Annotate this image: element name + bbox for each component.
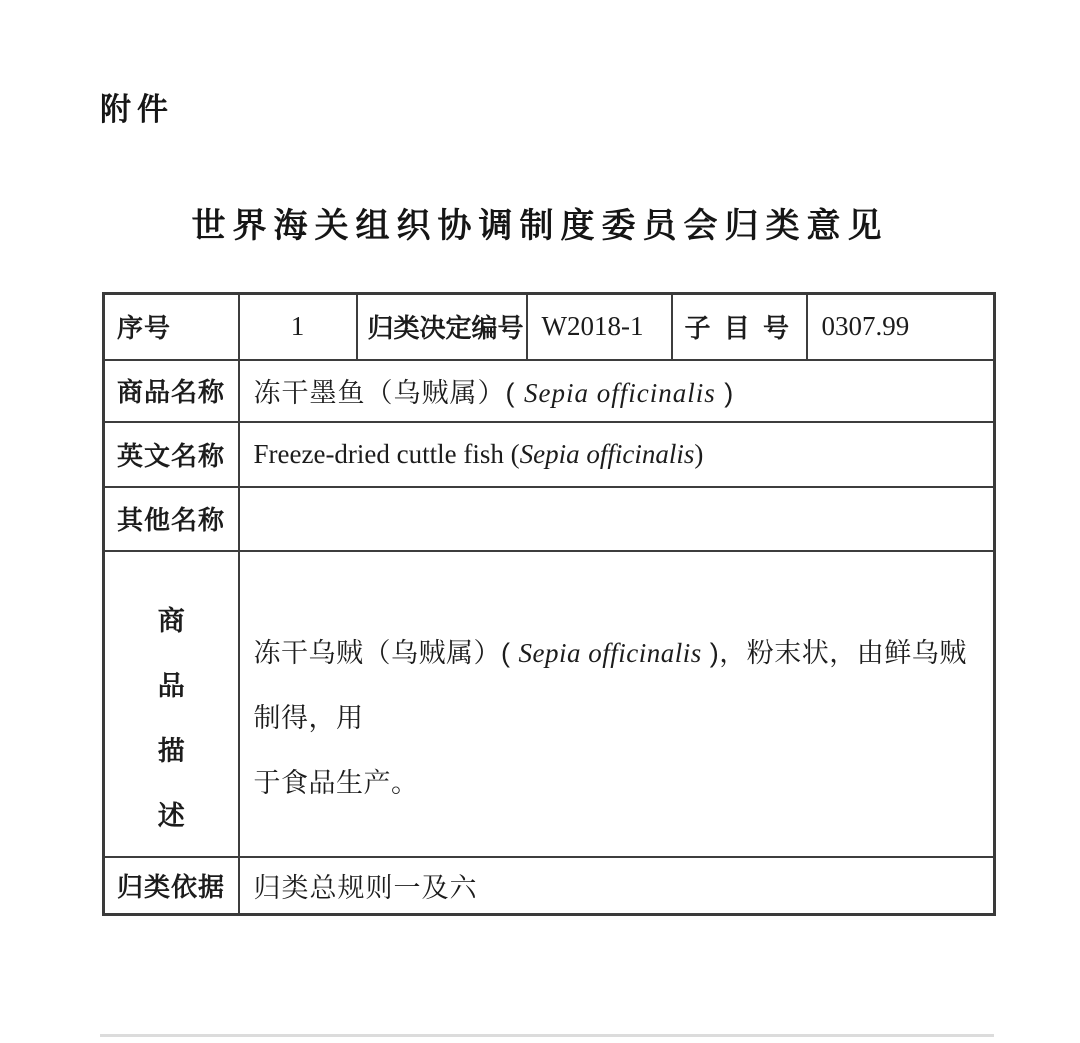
table-row-basis [104, 857, 995, 915]
english-name-label: 英文名称 [104, 422, 239, 487]
english-name-latin: Sepia officinalis [519, 438, 695, 469]
basis-value: 归类总规则一及六 [239, 857, 995, 915]
description-label [104, 551, 239, 857]
serial-number-label: 序号 [104, 294, 239, 360]
decision-number-label: 归类决定编号 [357, 294, 527, 360]
product-name-close: ) [715, 378, 735, 408]
basis-label: 归类依据 [104, 857, 239, 915]
other-name-label: 其他名称 [104, 487, 239, 551]
description-line2: 于食品生产。 [253, 768, 419, 798]
table-row-english-name [104, 422, 995, 487]
description-label-char-1: 商 [157, 605, 185, 636]
description-value [239, 551, 995, 857]
table-row-description [104, 551, 995, 857]
other-name-value [239, 487, 995, 551]
product-name-latin: Sepia officinalis [524, 378, 716, 408]
english-name-text: Freeze-dried cuttle fish ( [253, 438, 520, 469]
table-row-other-name [104, 487, 995, 551]
table-row-header [104, 294, 995, 360]
product-name-value [239, 360, 995, 422]
description-latin: Sepia officinalis [518, 638, 702, 668]
page-bottom-edge-line [100, 1034, 994, 1037]
english-name-value [239, 422, 995, 487]
table-row-product-name [104, 360, 995, 422]
product-name-label: 商品名称 [104, 360, 239, 422]
serial-number-value: 1 [239, 294, 357, 360]
description-line1-post: )，粉末状，由鲜乌贼制得，用 [253, 638, 967, 733]
page-title: 世界海关组织协调制度委员会归类意见 [191, 207, 889, 245]
classification-opinion-table [102, 292, 996, 916]
english-name-close: ) [694, 438, 704, 469]
subheading-value: 0307.99 [807, 294, 995, 360]
decision-number-value: W2018-1 [527, 294, 672, 360]
description-label-char-4: 述 [157, 800, 185, 831]
description-label-char-3: 描 [157, 735, 185, 766]
description-label-char-2: 品 [157, 670, 185, 701]
subheading-label: 子 目 号 [672, 294, 807, 360]
attachment-label: 附件 [100, 92, 174, 127]
description-line1-pre: 冻干乌贼（乌贼属）( [253, 638, 519, 668]
product-name-chinese: 冻干墨鱼（乌贼属）( [253, 378, 524, 408]
